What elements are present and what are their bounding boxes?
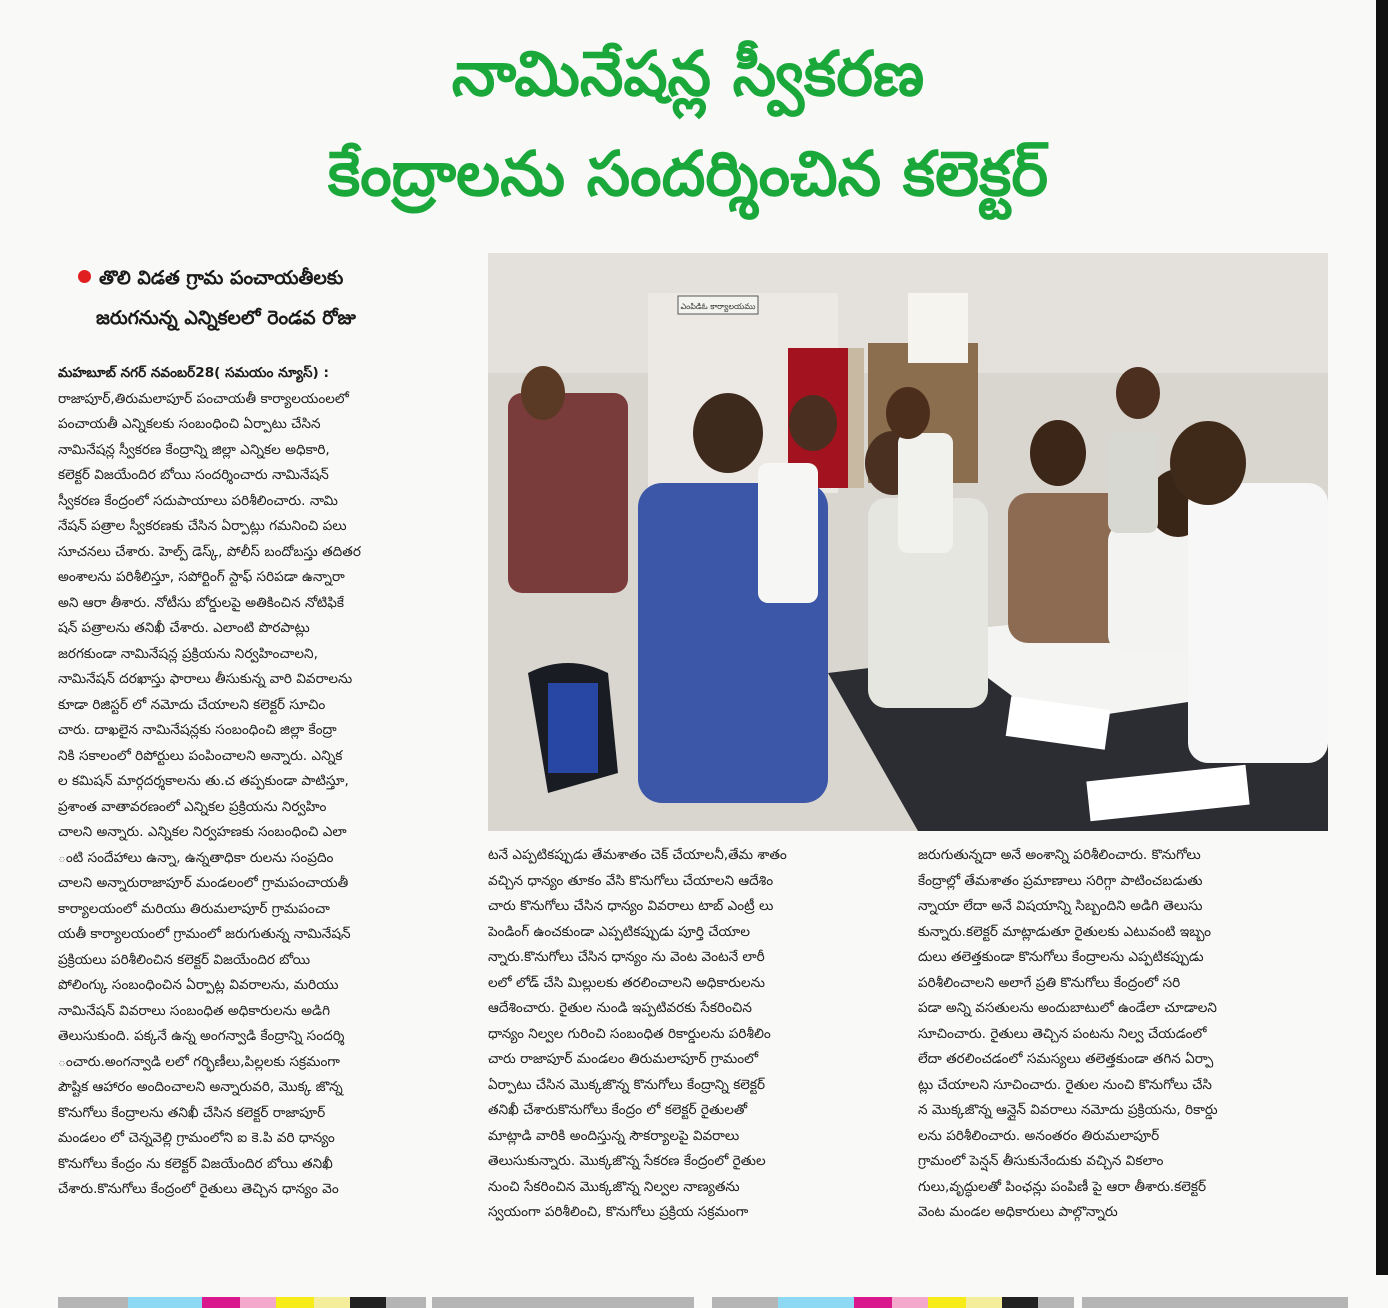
subheadline-line-2: జరుగనున్న ఎన్నికలలో రెండవ రోజు xyxy=(96,307,356,329)
red-bullet-icon xyxy=(78,270,91,283)
article-line: ప్రక్రియలు పరిశీలించిన కలెక్టర్ విజయేందిర బోయి xyxy=(58,951,311,968)
article-line: ంచారు.అంగన్వాడి లలో గర్భిణీలు,పిల్లలకు సక్రమంగా xyxy=(58,1053,340,1070)
article-line: తెలుసుకున్నారు. మొక్కజొన్న సేకరణ కేంద్రంలో రైతుల xyxy=(488,1153,766,1169)
article-line: లను పరిశీలించారు. అనంతరం తిరుమలాపూర్ xyxy=(918,1127,1160,1144)
article-line: చాలని అన్నారు. ఎన్నికల నిర్వహణకు సంబంధించి ఎలా xyxy=(58,824,347,840)
article-line: పరిశీలించాలని అలాగే ప్రతి కొనుగోలు కేంద్రంలో సరి xyxy=(918,974,1181,991)
page-edge-rule xyxy=(1376,0,1388,1275)
article-line: రాజాపూర్,తిరుమలాపూర్ పంచాయతీ కార్యాలయంలలో xyxy=(58,390,349,407)
registration-swatch xyxy=(314,1297,350,1308)
registration-swatch xyxy=(712,1297,778,1308)
registration-swatch xyxy=(928,1297,966,1308)
article-line: అని ఆరా తీశారు. నోటీసు బోర్డులపై అతికించిన నోటిఫికే xyxy=(58,594,344,611)
registration-swatch xyxy=(276,1297,314,1308)
article-line: షన్ పత్రాలను తనిఖీ చేశారు. ఎలాంటి పొరపాట్లు xyxy=(58,620,310,636)
article-line: మాట్లాడి వారికి అందిస్తున్న సౌకర్యాలపై వివరాలు xyxy=(488,1127,740,1144)
article-line: కొనుగోలు కేంద్రం ను కలెక్టర్ విజయేందిర బోయి తనిఖీ xyxy=(58,1155,333,1172)
article-line: అంశాలను పరిశీలిస్తూ, సపోర్టింగ్ స్టాఫ్ సరిపడా ఉన్నారా xyxy=(58,569,345,585)
article-line: పంచాయతీ ఎన్నికలకు సంబంధించి ఏర్పాటు చేసిన xyxy=(58,416,321,432)
article-line: న మొక్కజొన్న ఆన్లైన్ వివరాలు నమోదు ప్రక్రియను, రికార్డు xyxy=(918,1102,1218,1118)
article-line: పోలింగ్కు సంబంధించిన ఏర్పాట్ల వివరాలను, మరియు xyxy=(58,977,339,993)
registration-swatch xyxy=(1002,1297,1038,1308)
article-column-1 xyxy=(58,361,468,1203)
headline-line-1: నామినేషన్ల స్వీకరణ xyxy=(451,37,925,110)
article-line: పడా అన్ని వసతులను అందుబాటులో ఉండేలా చూడాలని xyxy=(918,1000,1217,1016)
article-column-3 xyxy=(918,843,1328,1226)
subheadline xyxy=(70,258,480,338)
article-line: గ్రామంలో పెన్షన్ తీసుకునేందుకు వచ్చిన వికలాం xyxy=(918,1153,1164,1169)
article-line: తెలుసుకుంది. పక్కనే ఉన్న అంగన్వాడి కేంద్రాన్ని సందర్శి xyxy=(58,1028,345,1044)
article-line: కేంద్రాల్లో తేమశాతం ప్రమాణాలు సరిగ్గా పాటించబడుతు xyxy=(918,872,1203,889)
article-line: ధాన్యం నిల్వల గురించి సంబంధిత రికార్డులను పరిశీలిం xyxy=(488,1025,771,1042)
article-line: స్వీకరణ కేంద్రంలో సదుపాయాలు పరిశీలించారు. నామి xyxy=(58,492,338,509)
article-line: నామినేషన్ దరఖాస్తు ఫారాలు తీసుకున్న వారి వివరాలను xyxy=(58,671,353,687)
article-line: ప్రశాంత వాతావరణంలో ఎన్నికల ప్రక్రియను నిర్వహిం xyxy=(58,798,327,815)
subheadline-line-1 xyxy=(70,258,480,298)
article-line: స్వయంగా పరిశీలించి, కొనుగోలు ప్రక్రియ సక్రమంగా xyxy=(488,1204,749,1220)
headline-line-2: కేంద్రాలను సందర్శించిన కలెక్టర్ xyxy=(327,137,1049,210)
registration-swatch xyxy=(432,1297,694,1308)
article-line: కున్నారు.కలెక్టర్ మాట్లాడుతూ రైతులకు ఎటువంటి ఇబ్బం xyxy=(918,923,1211,940)
registration-swatch xyxy=(892,1297,928,1308)
article-line: జరుగుతున్నదా అనే అంశాన్ని పరిశీలించారు. కొనుగోలు xyxy=(918,847,1201,863)
registration-swatch xyxy=(778,1297,816,1308)
office-sign-text: ఎంపిడిఓ కార్యాలయము xyxy=(680,302,756,311)
article-line: యతీ కార్యాలయంలో గ్రామంలో జరుగుతున్న నామినేషన్ xyxy=(58,926,351,942)
news-photo xyxy=(488,253,1328,831)
article-line: చారు రాజాపూర్ మండలం తిరుమలాపూర్ గ్రామంలో xyxy=(488,1051,759,1067)
article-line: లేదా తరలించడంలో సమస్యలు తలెత్తకుండా తగిన ఏర్పా xyxy=(918,1051,1214,1067)
article-line: సూచనలు చేశారు. హెల్ప్ డెస్క్, పోలీస్ బందోబస్తు తదితర xyxy=(58,543,361,560)
article-line: మండలం లో చెన్నవెల్లి గ్రామంలోని ఐ కె.పి వరి ధాన్యం xyxy=(58,1130,335,1146)
article-line: చేశారు.కొనుగోలు కేంద్రంలో రైతులు తెచ్చిన ధాన్యం వెం xyxy=(58,1181,339,1197)
article-line: న్నారు.కొనుగోలు చేసిన ధాన్యం ను వెంట వెంటనే లారీ xyxy=(488,949,765,965)
registration-swatch xyxy=(386,1297,426,1308)
article-line: నుంచి సేకరించిన మొక్కజొన్న నిల్వల నాణ్యతను xyxy=(488,1178,740,1195)
article-line: కార్యాలయంలో మరియు తిరుమలాపూర్ గ్రామపంచా xyxy=(58,900,330,917)
registration-swatch xyxy=(128,1297,166,1308)
article-line: జరగకుండా నామినేషన్ల ప్రక్రియను నిర్వహించాలని, xyxy=(58,645,318,662)
registration-swatch xyxy=(1038,1297,1074,1308)
registration-swatch xyxy=(202,1297,240,1308)
article-line: కలెక్టర్ విజయేందిర బోయి సందర్శించారు నామినేషన్ xyxy=(58,467,329,483)
article-column-2 xyxy=(488,843,898,1226)
registration-swatch xyxy=(1082,1297,1348,1308)
registration-swatch xyxy=(58,1297,128,1308)
article-line: లలో లోడ్ చేసి మిల్లులకు తరలించాలని అధికారులను xyxy=(488,974,765,991)
article-line: ఆదేశించారు. రైతుల నుండి ఇప్పటివరకు సేకరించిన xyxy=(488,1000,752,1016)
registration-swatch xyxy=(966,1297,1002,1308)
registration-swatch xyxy=(350,1297,386,1308)
article-line: ఏర్పాటు చేసిన మొక్కజొన్న కొనుగోలు కేంద్రాన్ని కలెక్టర్ xyxy=(488,1076,766,1093)
article-line: నామినేషన్ వివరాలు సంబంధిత అధికారులను అడిగి xyxy=(58,1002,331,1019)
article-line: న్నాయా లేదా అనే విషయాన్ని సిబ్బందిని అడిగి తెలుసు xyxy=(918,898,1203,914)
dateline: మహబూబ్ నగర్ నవంబర్28( సమయం న్యూస్) : xyxy=(58,365,329,381)
article-line: పెండింగ్ ఉంచకుండా ఎప్పటికప్పుడు పూర్తి చేయాల xyxy=(488,923,751,940)
registration-swatch xyxy=(240,1297,276,1308)
article-line: చాలని అన్నారురాజాపూర్ మండలంలో గ్రామపంచాయతీ xyxy=(58,875,349,891)
collector-visit-photo xyxy=(488,253,1328,831)
article-line: వెంట మండల అధికారులు పాల్గొన్నారు xyxy=(918,1204,1118,1220)
registration-swatch xyxy=(166,1297,202,1308)
article-line: దులు తలెత్తకుండా కొనుగోలు కేంద్రాలను ఎప్పటికప్పుడు xyxy=(918,949,1204,965)
article-line: పౌష్టిక ఆహారం అందించాలని అన్నారువరి, మొక్క జొన్న xyxy=(58,1079,343,1095)
article-line: కొనుగోలు కేంద్రాలను తనిఖీ చేసిన కలెక్టర్ రాజాపూర్ xyxy=(58,1104,326,1121)
article-line: టనే ఎప్పటికప్పుడు తేమశాతం చెక్ చేయాలనీ,తేమ శాతం xyxy=(488,847,787,863)
article-line: గులు,వృద్ధులతో పింఛన్లు పంపిణీ పై ఆరా తీశారు.కలెక్టర్ xyxy=(918,1178,1207,1195)
article-line: ల కమిషన్ మార్గదర్శకాలను తు.చ తప్పకుండా పాటిస్తూ, xyxy=(58,773,349,789)
article-line: సూచించారు. రైతులు తెచ్చిన పంటను నిల్వ చేయడంలో xyxy=(918,1025,1207,1042)
registration-swatch xyxy=(854,1297,892,1308)
article-line: తనిఖీ చేశారుకొనుగోలు కేంద్రం లో కలెక్టర్ రైతులతో xyxy=(488,1102,748,1118)
article-line: నేషన్ పత్రాల స్వీకరణకు చేసిన ఏర్పాట్లు గమనించి పలు xyxy=(58,518,347,534)
article-line: నామినేషన్ల స్వీకరణ కేంద్రాన్ని జిల్లా ఎన్నికల అధికారి, xyxy=(58,441,330,458)
article-line: కూడా రిజిస్టర్ లో నమోదు చేయాలని కలెక్టర్ సూచిం xyxy=(58,696,326,713)
article-line: ంటి సందేహాలు ఉన్నా, ఉన్నతాధికా రులను సంప్రదిం xyxy=(58,849,334,866)
article-line: ట్లు చేయాలని సూచించారు. రైతుల నుంచి కొనుగోలు చేసి xyxy=(918,1076,1212,1093)
article-line: చారు. దాఖలైన నామినేషన్లకు సంబంధించి జిల్లా కేంద్రా xyxy=(58,722,337,738)
article-line: నికి సకాలంలో రిపోర్టులు పంపించాలని అన్నారు. ఎన్నిక xyxy=(58,747,343,764)
article-line: వచ్చిన ధాన్యం తూకం వేసి కొనుగోలు చేయాలని ఆదేశిం xyxy=(488,872,774,889)
registration-swatch xyxy=(816,1297,854,1308)
subheadline-line-1-text: తొలి విడత గ్రామ పంచాయతీలకు xyxy=(99,267,344,289)
article-line: చారు కొనుగోలు చేసిన ధాన్యం వివరాలు టాబ్ ఎంట్రీ లు xyxy=(488,898,774,914)
